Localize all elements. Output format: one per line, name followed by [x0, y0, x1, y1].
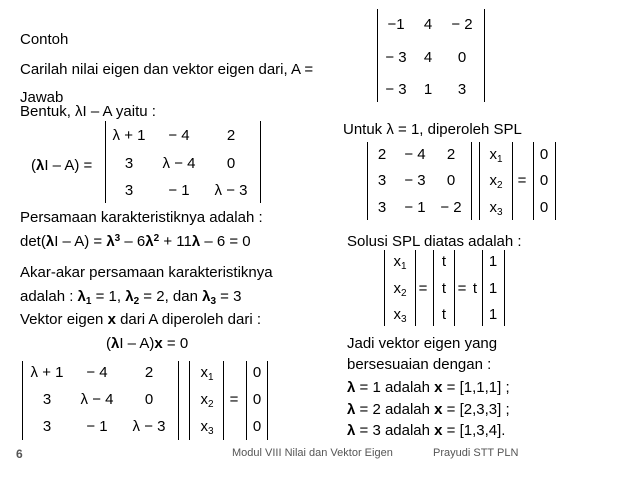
- matrix-cell: 3: [124, 182, 134, 199]
- matrix-cell: − 1: [404, 199, 426, 216]
- problem-statement: Carilah nilai eigen dan vektor eigen dari, A =: [20, 61, 314, 78]
- eigenvector-heading: Vektor eigen x dari A diperoleh dari :: [20, 311, 261, 328]
- matrix-cell: 3: [457, 81, 467, 98]
- scalar-t: t: [472, 280, 478, 297]
- matrix-cell: 2: [377, 146, 387, 163]
- matrix-cell: 4: [423, 16, 433, 33]
- matrix-cell: λ − 3: [214, 182, 248, 199]
- vector-cell: $x_3$: [200, 418, 214, 437]
- matrix-cell: λ + 1: [112, 127, 146, 144]
- lia-label: (λI – A) =: [31, 157, 93, 174]
- matrix-cell: 2: [144, 364, 154, 381]
- vector-cell: $x_1$: [200, 364, 214, 383]
- vector-cell: $x_3$: [489, 199, 503, 218]
- matrix-cell: − 1: [86, 418, 108, 435]
- vector-cell: 0: [539, 199, 549, 216]
- vector-cell: $x_2$: [200, 391, 214, 410]
- footer-author: Prayudi STT PLN: [433, 447, 519, 459]
- eigen-equation: (λI – A)x = 0: [106, 335, 189, 352]
- answer-heading: Jawab: [20, 89, 64, 106]
- roots-text-line2: adalah : $\lambda_1 = 1$, $\lambda_2 = 2$, dan $\lambda_3 = 3$: [20, 288, 242, 307]
- matrix-cell: − 4: [86, 364, 108, 381]
- matrix-cell: − 1: [168, 182, 190, 199]
- equals-sign: =: [418, 280, 428, 297]
- matrix-cell: 0: [144, 391, 154, 408]
- matrix-cell: λ − 4: [80, 391, 114, 408]
- matrix-cell: − 3: [385, 49, 407, 66]
- vector-cell: 1: [488, 280, 498, 297]
- matrix-cell: 1: [423, 81, 433, 98]
- matrix-cell: 0: [226, 155, 236, 172]
- matrix-cell: 4: [423, 49, 433, 66]
- spl-heading: Untuk λ = 1, diperoleh SPL: [343, 121, 522, 138]
- eigenvector-lambda2: λ = 2 adalah x = [2,3,3] ;: [347, 401, 510, 418]
- equals-sign: =: [517, 172, 527, 189]
- equals-sign: =: [457, 280, 467, 297]
- vector-cell: t: [441, 306, 447, 323]
- equals-sign: =: [229, 391, 239, 408]
- eigenvector-lambda3: λ = 3 adalah x = [1,3,4].: [347, 422, 506, 439]
- vector-cell: 0: [539, 146, 549, 163]
- vector-cell: 0: [252, 364, 262, 381]
- vector-cell: $x_3$: [393, 306, 407, 325]
- page-number: 6: [16, 447, 23, 461]
- matrix-cell: − 3: [404, 172, 426, 189]
- roots-text-line1: Akar-akar persamaan karakteristiknya: [20, 264, 273, 281]
- conclusion-line1: Jadi vektor eigen yang: [347, 335, 498, 352]
- vector-cell: t: [441, 280, 447, 297]
- matrix-cell: − 4: [168, 127, 190, 144]
- matrix-cell: 3: [42, 391, 52, 408]
- conclusion-line2: bersesuaian dengan :: [347, 356, 492, 373]
- matrix-cell: 0: [457, 49, 467, 66]
- matrix-cell: 3: [124, 155, 134, 172]
- matrix-cell: − 2: [451, 16, 473, 33]
- matrix-cell: 3: [377, 172, 387, 189]
- matrix-cell: − 4: [404, 146, 426, 163]
- form-text: Bentuk, λI – A yaitu :: [20, 103, 156, 120]
- vector-cell: $x_1$: [489, 146, 503, 165]
- vector-cell: 1: [488, 253, 498, 270]
- vector-cell: t: [441, 253, 447, 270]
- matrix-cell: −1: [387, 16, 405, 33]
- vector-cell: 0: [252, 418, 262, 435]
- matrix-cell: − 3: [385, 81, 407, 98]
- solution-heading: Solusi SPL diatas adalah :: [347, 233, 522, 250]
- matrix-cell: 0: [446, 172, 456, 189]
- matrix-cell: λ − 3: [132, 418, 166, 435]
- eigenvector-lambda1: λ = 1 adalah x = [1,1,1] ;: [347, 379, 510, 396]
- matrix-cell: 3: [42, 418, 52, 435]
- matrix-cell: 2: [226, 127, 236, 144]
- matrix-cell: λ − 4: [162, 155, 196, 172]
- footer-module: Modul VIII Nilai dan Vektor Eigen: [232, 447, 393, 459]
- vector-cell: 0: [252, 391, 262, 408]
- characteristic-equation: $\det(\lambda I - A) = \lambda^3 - 6\lambda^2 + 11\lambda - 6 = 0$: [20, 233, 251, 250]
- matrix-cell: − 2: [440, 199, 462, 216]
- matrix-cell: 2: [446, 146, 456, 163]
- vector-cell: $x_2$: [489, 172, 503, 191]
- vector-cell: $x_2$: [393, 280, 407, 299]
- example-heading: Contoh: [20, 31, 69, 48]
- matrix-cell: λ + 1: [30, 364, 64, 381]
- matrix-cell: 3: [377, 199, 387, 216]
- vector-cell: 0: [539, 172, 549, 189]
- vector-cell: $x_1$: [393, 253, 407, 272]
- characteristic-heading: Persamaan karakteristiknya adalah :: [20, 209, 263, 226]
- vector-cell: 1: [488, 306, 498, 323]
